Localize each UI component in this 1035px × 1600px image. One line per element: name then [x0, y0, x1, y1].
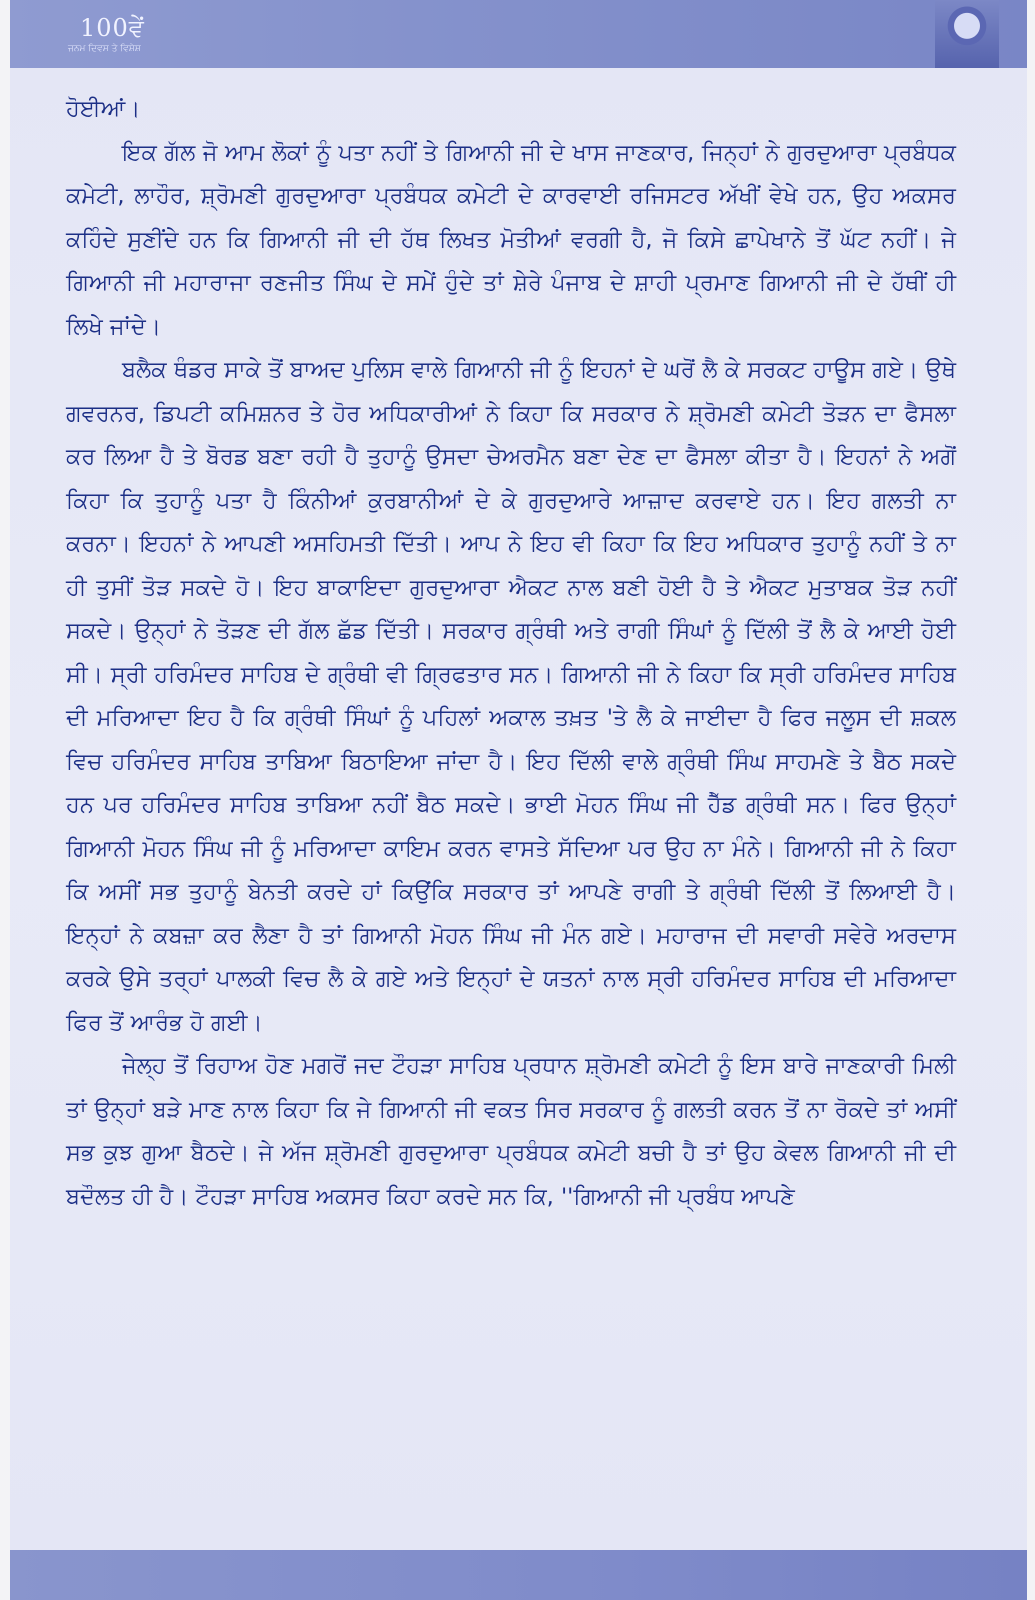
paragraph-2: ਇਕ ਗੱਲ ਜੋ ਆਮ ਲੋਕਾਂ ਨੂੰ ਪਤਾ ਨਹੀਂ ਤੇ ਗਿਆਨੀ ਜੀ ਦੇ ਖਾਸ ਜਾਣਕਾਰ, ਜਿਨ੍ਹਾਂ ਨੇ ਗੁਰਦੁਆਰਾ ਪ੍ਰਬੰਧਕ ਕਮੇਟੀ, ਲਾਹੌਰ, ਸ਼੍ਰੋਮਣੀ ਗੁਰਦੁਆਰਾ ਪ੍ਰਬੰਧਕ ਕਮੇਟੀ ਦੇ ਕਾਰਵਾਈ ਰਜਿਸਟਰ ਅੱਖੀਂ ਵੇਖੇ ਹਨ, ਉਹ ਅਕਸਰ ਕਹਿੰਦੇ ਸੁਣੀਂਦੇ ਹਨ ਕਿ ਗਿਆਨੀ ਜੀ ਦੀ ਹੱਥ ਲਿਖਤ ਮੋਤੀਆਂ ਵਰਗੀ ਹੈ, ਜੋ ਕਿਸੇ ਛਾਪੇਖਾਨੇ ਤੋਂ ਘੱਟ ਨਹੀਂ। ਜੇ ਗਿਆਨੀ ਜੀ ਮਹਾਰਾਜਾ ਰਣਜੀਤ ਸਿੰਘ ਦੇ ਸਮੇਂ ਹੁੰਦੇ ਤਾਂ ਸ਼ੇਰੇ ਪੰਜਾਬ ਦੇ ਸ਼ਾਹੀ ਪ੍ਰਮਾਣ ਗਿਆਨੀ ਜੀ ਦੇ ਹੱਥੀਂ ਹੀ ਲਿਖੇ ਜਾਂਦੇ।: [66, 139, 956, 340]
book-page: [10, 0, 1027, 1600]
paragraph-4: ਜੇਲ੍ਹ ਤੋਂ ਰਿਹਾਅ ਹੋਣ ਮਗਰੋਂ ਜਦ ਟੌਹੜਾ ਸਾਹਿਬ ਪ੍ਰਧਾਨ ਸ਼੍ਰੋਮਣੀ ਕਮੇਟੀ ਨੂੰ ਇਸ ਬਾਰੇ ਜਾਣਕਾਰੀ ਮਿਲੀ ਤਾਂ ਉਨ੍ਹਾਂ ਬੜੇ ਮਾਣ ਨਾਲ ਕਿਹਾ ਕਿ ਜੇ ਗਿਆਨੀ ਜੀ ਵਕਤ ਸਿਰ ਸਰਕਾਰ ਨੂੰ ਗਲਤੀ ਕਰਨ ਤੋਂ ਨਾ ਰੋਕਦੇ ਤਾਂ ਅਸੀਂ ਸਭ ਕੁਝ ਗੁਆ ਬੈਠਦੇ। ਜੇ ਅੱਜ ਸ਼੍ਰੋਮਣੀ ਗੁਰਦੁਆਰਾ ਪ੍ਰਬੰਧਕ ਕਮੇਟੀ ਬਚੀ ਹੈ ਤਾਂ ਉਹ ਕੇਵਲ ਗਿਆਨੀ ਜੀ ਦੀ ਬਦੌਲਤ ਹੀ ਹੈ। ਟੌਹੜਾ ਸਾਹਿਬ ਅਕਸਰ ਕਿਹਾ ਕਰਦੇ ਸਨ ਕਿ, ''ਗਿਆਨੀ ਜੀ ਪ੍ਰਬੰਧ ਆਪਣੇ: [66, 1053, 956, 1210]
footer-band: [10, 1550, 1027, 1600]
paragraph-3: ਬਲੈਕ ਥੰਡਰ ਸਾਕੇ ਤੋਂ ਬਾਅਦ ਪੁਲਿਸ ਵਾਲੇ ਗਿਆਨੀ ਜੀ ਨੂੰ ਇਹਨਾਂ ਦੇ ਘਰੋਂ ਲੈ ਕੇ ਸਰਕਟ ਹਾਊਸ ਗਏ। ਉਥੇ ਗਵਰਨਰ, ਡਿਪਟੀ ਕਮਿਸ਼ਨਰ ਤੇ ਹੋਰ ਅਧਿਕਾਰੀਆਂ ਨੇ ਕਿਹਾ ਕਿ ਸਰਕਾਰ ਨੇ ਸ਼੍ਰੋਮਣੀ ਕਮੇਟੀ ਤੋੜਨ ਦਾ ਫੈਸਲਾ ਕਰ ਲਿਆ ਹੈ ਤੇ ਬੋਰਡ ਬਣਾ ਰਹੀ ਹੈ ਤੁਹਾਨੂੰ ਉਸਦਾ ਚੇਅਰਮੈਨ ਬਣਾ ਦੇਣ ਦਾ ਫੈਸਲਾ ਕੀਤਾ ਹੈ। ਇਹਨਾਂ ਨੇ ਅਗੋਂ ਕਿਹਾ ਕਿ ਤੁਹਾਨੂੰ ਪਤਾ ਹੈ ਕਿੰਨੀਆਂ ਕੁਰਬਾਨੀਆਂ ਦੇ ਕੇ ਗੁਰਦੁਆਰੇ ਆਜ਼ਾਦ ਕਰਵਾਏ ਹਨ। ਇਹ ਗਲਤੀ ਨਾ ਕਰਨਾ। ਇਹਨਾਂ ਨੇ ਆਪਣੀ ਅਸਹਿਮਤੀ ਦਿੱਤੀ। ਆਪ ਨੇ ਇਹ ਵੀ ਕਿਹਾ ਕਿ ਇਹ ਅਧਿਕਾਰ ਤੁਹਾਨੂੰ ਨਹੀਂ ਤੇ ਨਾ ਹੀ ਤੁਸੀਂ ਤੋੜ ਸਕਦੇ ਹੋ। ਇਹ ਬਾਕਾਇਦਾ ਗੁਰਦੁਆਰਾ ਐਕਟ ਨਾਲ ਬਣੀ ਹੋਈ ਹੈ ਤੇ ਐਕਟ ਮੁਤਾਬਕ ਤੋੜ ਨਹੀਂ ਸਕਦੇ। ਉਨ੍ਹਾਂ ਨੇ ਤੋੜਣ ਦੀ ਗੱਲ ਛੱਡ ਦਿੱਤੀ। ਸਰਕਾਰ ਗ੍ਰੰਥੀ ਅਤੇ ਰਾਗੀ ਸਿੰਘਾਂ ਨੂੰ ਦਿੱਲੀ ਤੋਂ ਲੈ ਕੇ ਆਈ ਹੋਈ ਸੀ। ਸ੍ਰੀ ਹਰਿਮੰਦਰ ਸਾਹਿਬ ਦੇ ਗ੍ਰੰਥੀ ਵੀ ਗ੍ਰਿਫਤਾਰ ਸਨ। ਗਿਆਨੀ ਜੀ ਨੇ ਕਿਹਾ ਕਿ ਸ੍ਰੀ ਹਰਿਮੰਦਰ ਸਾਹਿਬ ਦੀ ਮਰਿਆਦਾ ਇਹ ਹੈ ਕਿ ਗ੍ਰੰਥੀ ਸਿੰਘਾਂ ਨੂੰ ਪਹਿਲਾਂ ਅਕਾਲ ਤਖ਼ਤ 'ਤੇ ਲੈ ਕੇ ਜਾਈਦਾ ਹੈ ਫਿਰ ਜਲੂਸ ਦੀ ਸ਼ਕਲ ਵਿਚ ਹਰਿਮੰਦਰ ਸਾਹਿਬ ਤਾਬਿਆ ਬਿਠਾਇਆ ਜਾਂਦਾ ਹੈ। ਇਹ ਦਿੱਲੀ ਵਾਲੇ ਗ੍ਰੰਥੀ ਸਿੰਘ ਸਾਹਮਣੇ ਤੇ ਬੈਠ ਸਕਦੇ ਹਨ ਪਰ ਹਰਿਮੰਦਰ ਸਾਹਿਬ ਤਾਬਿਆ ਨਹੀਂ ਬੈਠ ਸਕਦੇ। ਭਾਈ ਮੋਹਨ ਸਿੰਘ ਜੀ ਹੈੱਡ ਗ੍ਰੰਥੀ ਸਨ। ਫਿਰ ਉਨ੍ਹਾਂ ਗਿਆਨੀ ਮੋਹਨ ਸਿੰਘ ਜੀ ਨੂੰ ਮਰਿਆਦਾ ਕਾਇਮ ਕਰਨ ਵਾਸਤੇ ਸੱਦਿਆ ਪਰ ਉਹ ਨਾ ਮੰਨੇ। ਗਿਆਨੀ ਜੀ ਨੇ ਕਿਹਾ ਕਿ ਅਸੀਂ ਸਭ ਤੁਹਾਨੂੰ ਬੇਨਤੀ ਕਰਦੇ ਹਾਂ ਕਿਉਂਕਿ ਸਰਕਾਰ ਤਾਂ ਆਪਣੇ ਰਾਗੀ ਤੇ ਗ੍ਰੰਥੀ ਦਿੱਲੀ ਤੋਂ ਲਿਆਈ ਹੈ। ਇਨ੍ਹਾਂ ਨੇ ਕਬਜ਼ਾ ਕਰ ਲੈਣਾ ਹੈ ਤਾਂ ਗਿਆਨੀ ਮੋਹਨ ਸਿੰਘ ਜੀ ਮੰਨ ਗਏ। ਮਹਾਰਾਜ ਦੀ ਸਵਾਰੀ ਸਵੇਰੇ ਅਰਦਾਸ ਕਰਕੇ ਉਸੇ ਤਰ੍ਹਾਂ ਪਾਲਕੀ ਵਿਚ ਲੈ ਕੇ ਗਏ ਅਤੇ ਇਨ੍ਹਾਂ ਦੇ ਯਤਨਾਂ ਨਾਲ ਸ੍ਰੀ ਹਰਿਮੰਦਰ ਸਾਹਿਬ ਦੀ ਮਰਿਆਦਾ ਫਿਰ ਤੋਂ ਆਰੰਭ ਹੋ ਗਈ।: [66, 357, 956, 1036]
paragraph-1: ਹੋਈਆਂ।: [66, 96, 141, 122]
header-band: [10, 0, 1027, 68]
anniversary-badge-number: 100ਵੇਂ: [80, 14, 145, 42]
portrait-image: [935, 0, 999, 68]
anniversary-badge-subtitle: ਜਨਮ ਦਿਵਸ ਤੇ ਵਿਸ਼ੇਸ਼: [68, 44, 141, 54]
body-text: [66, 88, 956, 1219]
